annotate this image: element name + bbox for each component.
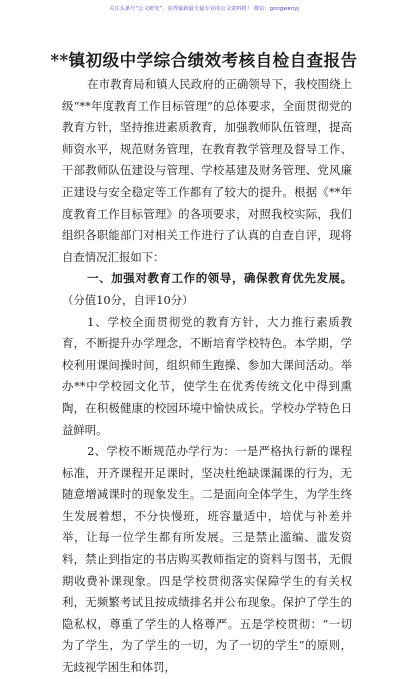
section-1-heading-bold: 一、加强对教育工作的领导，确保教育优先发展。 xyxy=(87,271,352,286)
watermark-banner: 关注头条号“公文研究”，获得最新最全最专业的公文资料推！ 微信：gongwenyj xyxy=(109,6,299,12)
document-title: **镇初级中学综合绩效考核自检自查报告 xyxy=(50,51,358,70)
intro-paragraph: 在市教育局和镇人民政府的正确领导下，我校围绕上级“**年度教育工作目标管理”的总体要求，全面贯彻党的教育方针，坚持推进素质教育，加强教师队伍管理，提高师资水平，规范财务管理，在教育教学管理及督导工作、干部教师队伍建设与管理、学校基建及财务管理、党风廉正建设与安全稳定等工作都有了较大的提升。根据《**年度教育工作目标管理》的各项要求，对照我校实际，我们组织各职能部门对相关工作进行了认真的自查自评，现将自查情况汇报如下： xyxy=(62,77,352,264)
item-1-paragraph: 1、学校全面贯彻党的教育方针，大力推行素质教育，不断提升办学理念，不断培育学校特色。本学期，学校利用课间操时间，组织师生跑操、参加大课间活动。举办**中学校园文化节，使学生在优秀传统文化中得到熏陶，在积极健康的校园环境中愉快成长。学校办学特色日益鲜明。 xyxy=(62,314,352,437)
item-2-paragraph: 2、学校不断规范办学行为：一是严格执行新的课程标准，开齐课程开足课时，坚决杜绝缺课漏课的行为，无随意增减课时的现象发生。二是面向全体学生，为学生终生发展着想，不分快慢班，班容量适中，培优与补差并举，让每一位学生都有所发展。三是禁止滥编、滥发资料，禁止到指定的书店购买教师指定的资料与图书，无假期收费补课现象。四是学校贯彻落实保障学生的有关权利，无频繁考试且按成绩排名并公布现象。保护了学生的隐私权，尊重了学生的人格尊严。五是学校贯彻：“一切为了学生，为了学生的一切，为了一切的学生”的原则，无歧视学困生和体罚， xyxy=(62,444,352,675)
section-1-heading xyxy=(62,268,352,311)
section-1-heading-score: （分值10分，自评10分） xyxy=(62,292,194,307)
document-body xyxy=(62,74,352,679)
